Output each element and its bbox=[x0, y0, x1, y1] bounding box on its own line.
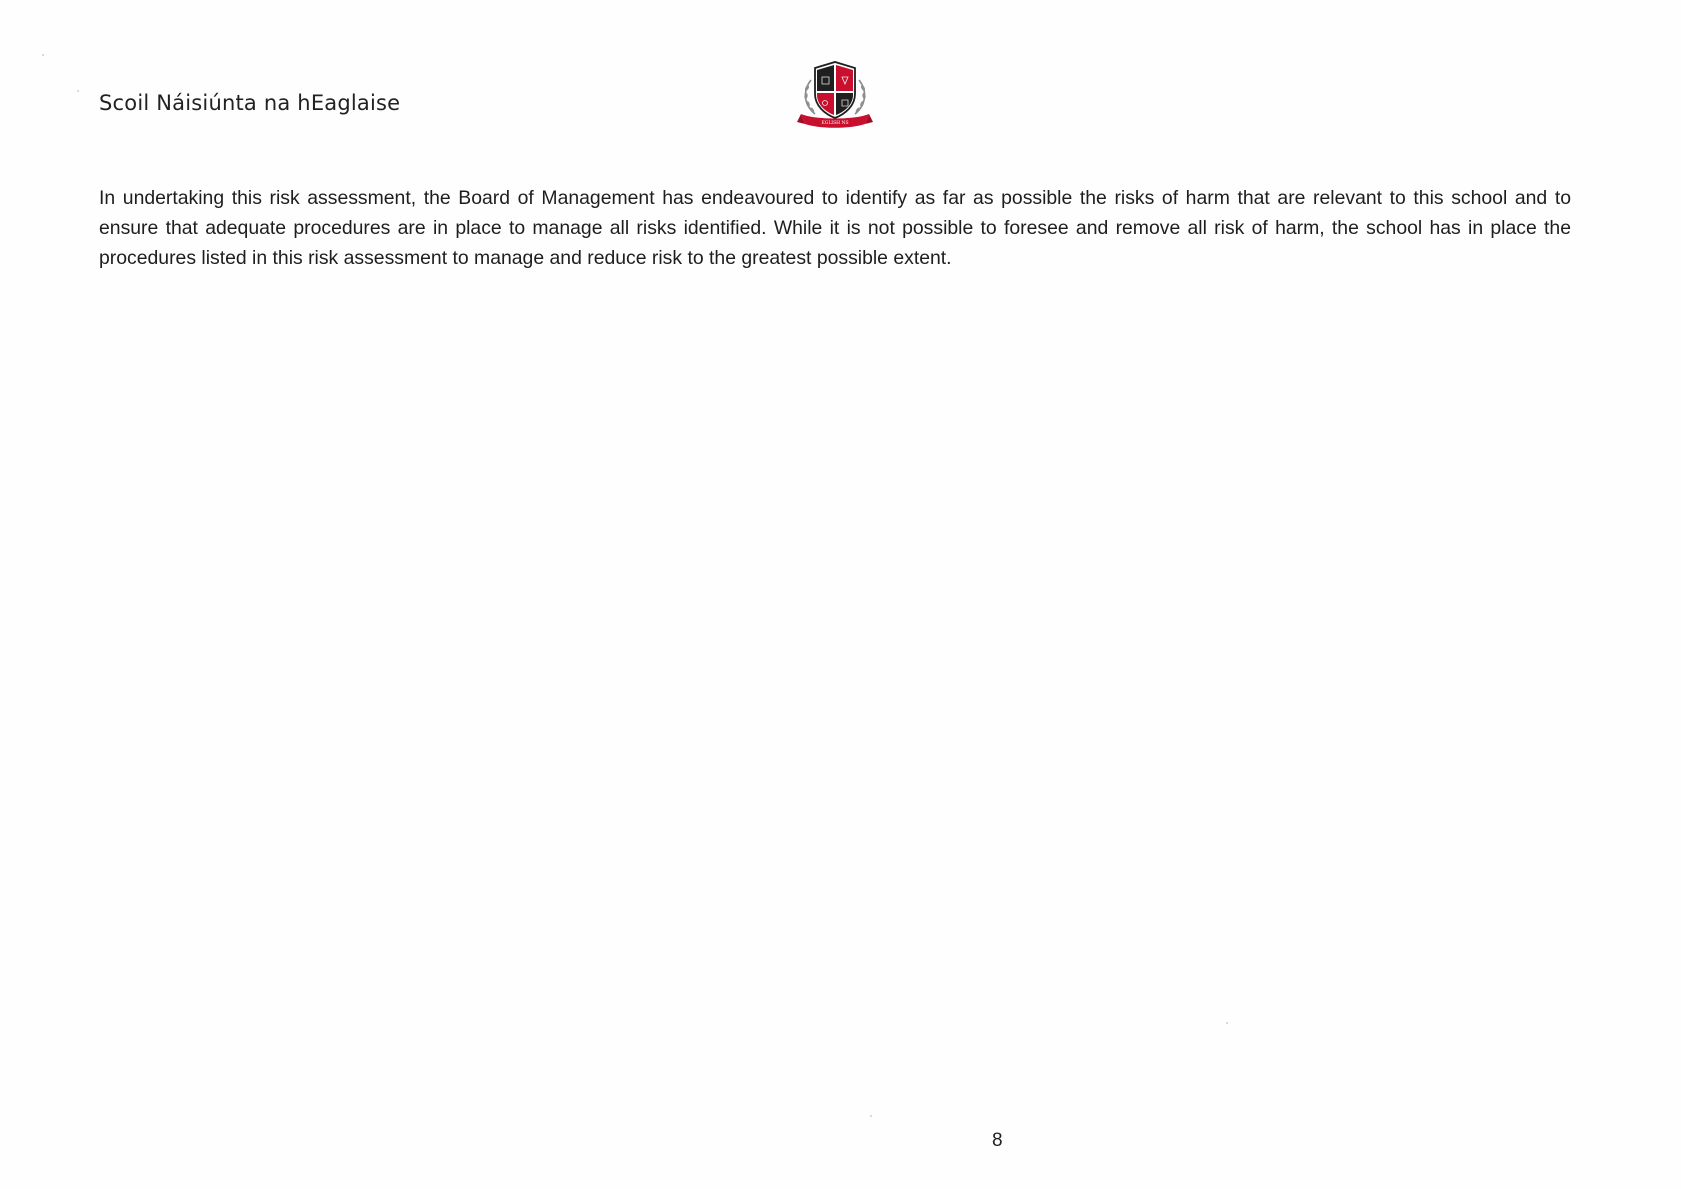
school-crest-logo bbox=[795, 60, 875, 130]
crest-motto: EGLISH NS bbox=[821, 121, 849, 126]
school-name: Scoil Náisiúnta na hEaglaise bbox=[99, 91, 401, 115]
scan-speck bbox=[870, 1115, 872, 1117]
risk-assessment-paragraph: In undertaking this risk assessment, the Board of Management has endeavoured to identify as far as possible the risks of harm that are relevant to this school and to ensure that adequate procedures are in place to manage all risks identified. While it is not possible to foresee and remove all risk of harm, the school has in place the procedures listed in this risk assessment to manage and reduce risk to the greatest possible extent. bbox=[99, 187, 1571, 270]
scan-speck bbox=[42, 54, 44, 56]
page-number: 8 bbox=[992, 1130, 1003, 1151]
scan-speck bbox=[1226, 1022, 1228, 1024]
scan-speck bbox=[77, 90, 79, 92]
